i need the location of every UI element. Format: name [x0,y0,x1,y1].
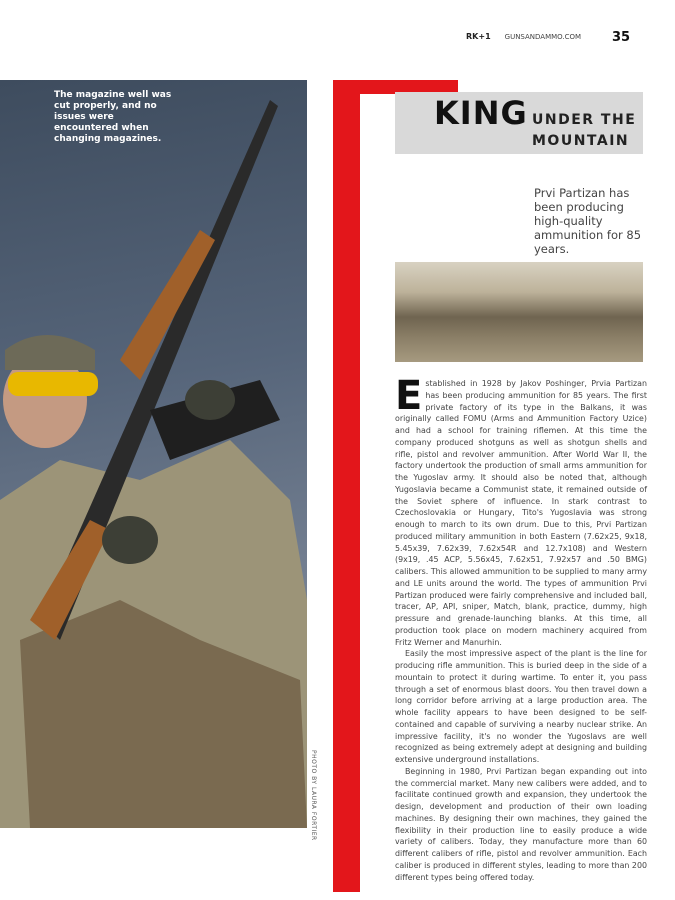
factory-historic-photo [395,262,643,362]
paragraph: Beginning in 1980, Prvi Partizan began expanding out into the commercial market. Many new calibers were added, and to facilitate continued growth and expansion, they undertook the design, development and production of their own loading machines. By designing their own machines, they gained the flexibility in their production line to easily produce a wide variety of calibers. Today, they manufacture more than 60 different calibers of rifle, pistol and revolver ammunition. Each caliber is produced in different styles, leading to more than 200 different types being offered today. [395,766,647,882]
site-url: GUNSANDAMMO.COM [504,32,582,41]
magazine-logo: RK+1 [466,32,491,41]
title-main: KING [434,94,528,132]
paragraph: Easily the most impressive aspect of the plant is the line for producing rifle ammunition. This is buried deep in the side of a mountain to protect it during wartime. To enter it, you pass through a set of enormous blast doors. You then travel down a long corridor before arriving at a large production area. The whole facility appears to have been designed to be self-contained and capable of surviving a nearby nuclear strike. An impressive facility, it's no wonder the Yugoslavs are well recognized as being extremely adept at designing and building extensive underground installations. [395,649,647,764]
red-accent-bar [333,80,360,892]
soldier-with-rifle-illustration [0,80,307,828]
article-deck: Prvi Partizan has been producing high-quality ammunition for 85 years. [534,186,642,256]
page-number: 35 [612,30,631,45]
title-sub: UNDER THE MOUNTAIN [532,112,637,149]
article-body [395,373,647,883]
page-header [466,32,581,41]
photo-credit: PHOTO BY LAURA FORTIER [310,750,317,841]
paragraph-text: stablished in 1928 by Jakov Poshinger, Prvia Partizan has been producing ammunition for 85 years. The first private factory of its type in the Balkans, it was originally called FOMU (Arms and Ammunition Factory Uzice) and had a school for training riflemen. At this time the company produced shotguns as well as shotgun shells and rifle, pistol and revolver ammunition. After World War II, the factory undertook the production of small arms ammunition for the Yugoslav army. It should also be noted that, although Yugoslavia became a Communist state, it remained outside of the Soviet sphere of influence. In stark contrast to Czechoslovakia or Hungary, Tito's Yugoslavia was strong enough to march to its own drum. Due to this, Prvi Partizan produced military ammunition in both Eastern (7.62x25, 9x18, 5.45x39, 7.62x39, 7.62x54R and 12.7x108) and Western (9x19, .45 ACP, 5.56x45, 7.62x51, 7.92x57 and .50 BMG) calibers. This allowed ammunition to be supplied to many army and LE units around the world. The types of ammunition Prvi Partizan produced were fairly comprehensive and included ball, tracer, AP, API, sniper, Match, blank, practice, dummy, high pressure and grenade-launching blanks. At this time, all production took place on modern machinery acquired from Fritz Werner and Manurhin. [395,379,647,647]
photo-caption: The magazine well was cut properly, and no issues were encountered when changing magazines. [54,90,172,144]
paragraph [395,373,647,648]
drop-cap: E [395,373,423,419]
rifle-photo [0,80,307,828]
